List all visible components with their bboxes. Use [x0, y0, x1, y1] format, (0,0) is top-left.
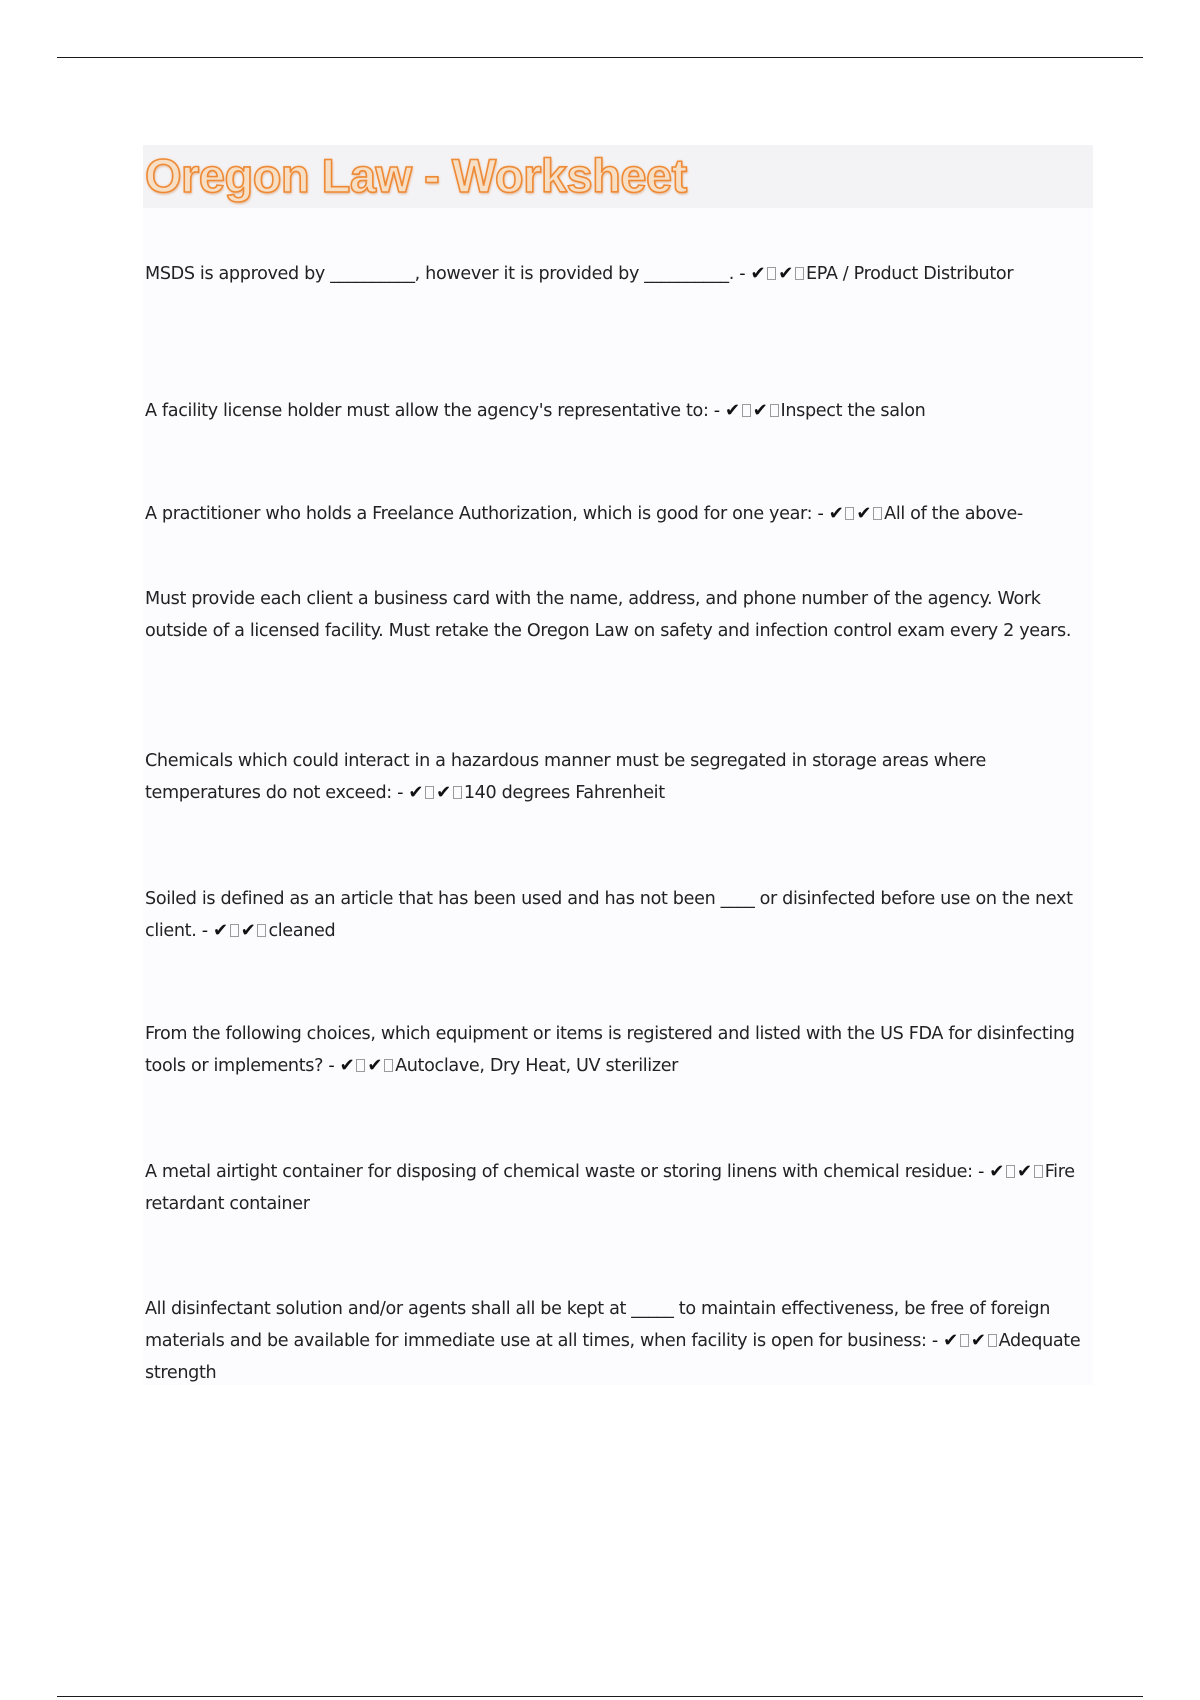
checkbox-glyph	[770, 404, 779, 417]
answer-marker: - ✔ ✔	[932, 1331, 999, 1351]
question-item-7	[145, 1156, 1095, 1220]
check-icon: ✔	[408, 782, 424, 803]
checkbox-glyph	[384, 1059, 393, 1072]
checkbox-glyph	[873, 507, 882, 520]
answer-marker: - ✔ ✔	[714, 401, 781, 421]
check-icon: ✔	[778, 263, 793, 284]
header-rule	[57, 57, 1143, 58]
answer-marker: - ✔ ✔	[328, 1056, 395, 1076]
check-icon: ✔	[1016, 1161, 1032, 1182]
check-icon: ✔	[339, 1055, 355, 1076]
answer-text: EPA / Product Distributor	[805, 264, 1014, 284]
question-text: A metal airtight container for disposing of chemical waste or storing linens with chemical residue:	[145, 1162, 973, 1182]
checkbox-glyph	[1034, 1165, 1043, 1178]
checkbox-glyph	[1006, 1165, 1015, 1178]
answer-marker: - ✔ ✔	[202, 921, 269, 941]
checkbox-glyph	[988, 1334, 997, 1347]
check-icon: ✔	[943, 1330, 958, 1351]
check-icon: ✔	[240, 920, 256, 941]
checkbox-glyph	[425, 786, 434, 799]
answer-text: All of the above-	[884, 504, 1023, 524]
answer-marker: - ✔ ✔	[978, 1162, 1045, 1182]
question-item-2	[145, 395, 1095, 427]
check-icon: ✔	[828, 503, 844, 524]
check-icon: ✔	[212, 920, 228, 941]
question-text: From the following choices, which equipment or items is registered and listed with the US FDA for disinfecting tools or implements?	[145, 1024, 1075, 1076]
question-item-3	[145, 498, 1095, 530]
check-icon: ✔	[750, 263, 766, 284]
checkbox-glyph	[257, 924, 266, 937]
answer-marker: - ✔ ✔	[397, 783, 464, 803]
answer-text: Autoclave, Dry Heat, UV sterilizer	[395, 1056, 679, 1076]
answer-text: Inspect the salon	[780, 401, 926, 421]
answer-text: 140 degrees Fahrenheit	[463, 783, 665, 803]
question-item-8	[145, 1293, 1095, 1389]
check-icon: ✔	[752, 400, 768, 421]
question-text: A practitioner who holds a Freelance Authorization, which is good for one year:	[145, 504, 813, 524]
checkbox-glyph	[960, 1334, 969, 1347]
checkbox-glyph	[795, 267, 804, 280]
check-icon: ✔	[970, 1330, 986, 1351]
checkbox-glyph	[742, 404, 751, 417]
question-item-5	[145, 883, 1095, 947]
question-text: A facility license holder must allow the agency's representative to:	[145, 401, 709, 421]
check-icon: ✔	[856, 503, 872, 524]
worksheet-title: Oregon Law - Worksheet	[145, 149, 687, 202]
answer-marker: - ✔ ✔	[739, 264, 806, 284]
checkbox-glyph	[845, 507, 854, 520]
question-text: Soiled is defined as an article that has been used and has not been ____ or disinfected before use on the next client.	[145, 889, 1073, 941]
question-item-4	[145, 745, 1095, 809]
question-item-6	[145, 1018, 1095, 1082]
question-text: MSDS is approved by __________, however it is provided by __________.	[145, 264, 734, 284]
check-icon: ✔	[989, 1161, 1004, 1182]
answer-detail: Must provide each client a business card with the name, address, and phone number of the agency. Work outside of a licensed facility. Must retake the Oregon Law on safety and infection control exam every 2 years.	[145, 589, 1072, 641]
question-text: All disinfectant solution and/or agents shall all be kept at _____ to maintain effectiveness, be free of foreign materials and be available for immediate use at all times, when facility is open for business:	[145, 1299, 1051, 1351]
checkbox-glyph	[767, 267, 776, 280]
check-icon: ✔	[367, 1055, 383, 1076]
checkbox-glyph	[230, 924, 239, 937]
answer-text: cleaned	[268, 921, 336, 941]
question-item-1	[145, 258, 1095, 290]
checkbox-glyph	[356, 1059, 365, 1072]
checkbox-glyph	[453, 786, 462, 799]
check-icon: ✔	[436, 782, 451, 803]
answer-text: Fire retardant container	[145, 1162, 1075, 1214]
check-icon: ✔	[725, 400, 740, 421]
footer-rule	[57, 1696, 1143, 1697]
answer-text: Adequate strength	[145, 1331, 1081, 1383]
answer-marker: - ✔ ✔	[817, 504, 884, 524]
question-text: Chemicals which could interact in a hazardous manner must be segregated in storage areas where temperatures do not exceed:	[145, 751, 986, 803]
